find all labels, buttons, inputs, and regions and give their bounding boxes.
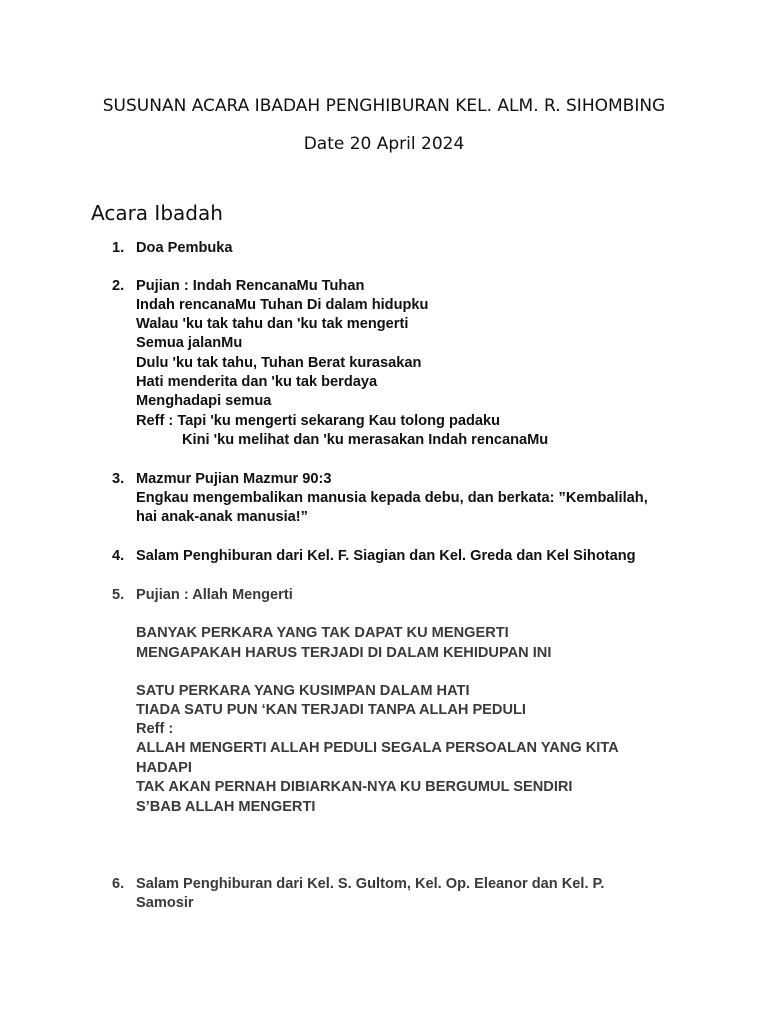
lyric-line: Walau 'ku tak tahu dan 'ku tak mengerti <box>136 316 409 332</box>
document-title: SUSUNAN ACARA IBADAH PENGHIBURAN KEL. ALM. R. SIHOMBING <box>102 96 666 116</box>
lyric-line: BANYAK PERKARA YANG TAK DAPAT KU MENGERTI <box>136 625 509 641</box>
verse-line: hai anak-anak manusia!” <box>136 509 308 525</box>
lyric-line: Kini 'ku melihat dan 'ku merasakan Indah rencanaMu <box>182 432 549 448</box>
item-number: 5. <box>112 587 125 603</box>
item-number: 2. <box>112 278 125 294</box>
lyric-line: TIADA SATU PUN ‘KAN TERJADI TANPA ALLAH PEDULI <box>136 702 526 718</box>
lyric-line: MENGAPAKAH HARUS TERJADI DI DALAM KEHIDUPAN INI <box>136 645 552 661</box>
item-number: 6. <box>112 876 125 892</box>
item-line: Doa Pembuka <box>136 240 233 256</box>
lyric-line: Hati menderita dan 'ku tak berdaya <box>136 374 378 390</box>
lyric-line: ALLAH MENGERTI ALLAH PEDULI SEGALA PERSOALAN YANG KITA <box>136 740 619 756</box>
lyric-line: Reff : <box>136 721 174 737</box>
item-number: 3. <box>112 471 125 487</box>
section-heading: Acara Ibadah <box>91 201 223 225</box>
lyric-line: TAK AKAN PERNAH DIBIARKAN-NYA KU BERGUMUL SENDIRI <box>136 779 573 795</box>
item-number: 1. <box>112 240 125 256</box>
item-line: Pujian : Indah RencanaMu Tuhan <box>136 278 365 294</box>
lyric-line: S’BAB ALLAH MENGERTI <box>136 799 316 815</box>
lyric-line: HADAPI <box>136 760 192 776</box>
lyric-line: Dulu 'ku tak tahu, Tuhan Berat kurasakan <box>136 355 422 371</box>
item-line: Samosir <box>136 895 194 911</box>
item-line: Salam Penghiburan dari Kel. S. Gultom, Kel. Op. Eleanor dan Kel. P. <box>136 876 605 892</box>
lyric-line: Reff : Tapi 'ku mengerti sekarang Kau tolong padaku <box>136 413 501 429</box>
item-line: Mazmur Pujian Mazmur 90:3 <box>136 471 332 487</box>
item-line: Pujian : Allah Mengerti <box>136 587 293 603</box>
lyric-line: Semua jalanMu <box>136 335 243 351</box>
item-line: Salam Penghiburan dari Kel. F. Siagian dan Kel. Greda dan Kel Sihotang <box>136 548 636 564</box>
lyric-line: Indah rencanaMu Tuhan Di dalam hidupku <box>136 297 429 313</box>
item-number: 4. <box>112 548 125 564</box>
verse-line: Engkau mengembalikan manusia kepada debu, dan berkata: ”Kembalilah, <box>136 490 648 506</box>
lyric-line: SATU PERKARA YANG KUSIMPAN DALAM HATI <box>136 683 470 699</box>
lyric-line: Menghadapi semua <box>136 393 272 409</box>
document-date: Date 20 April 2024 <box>303 134 465 154</box>
